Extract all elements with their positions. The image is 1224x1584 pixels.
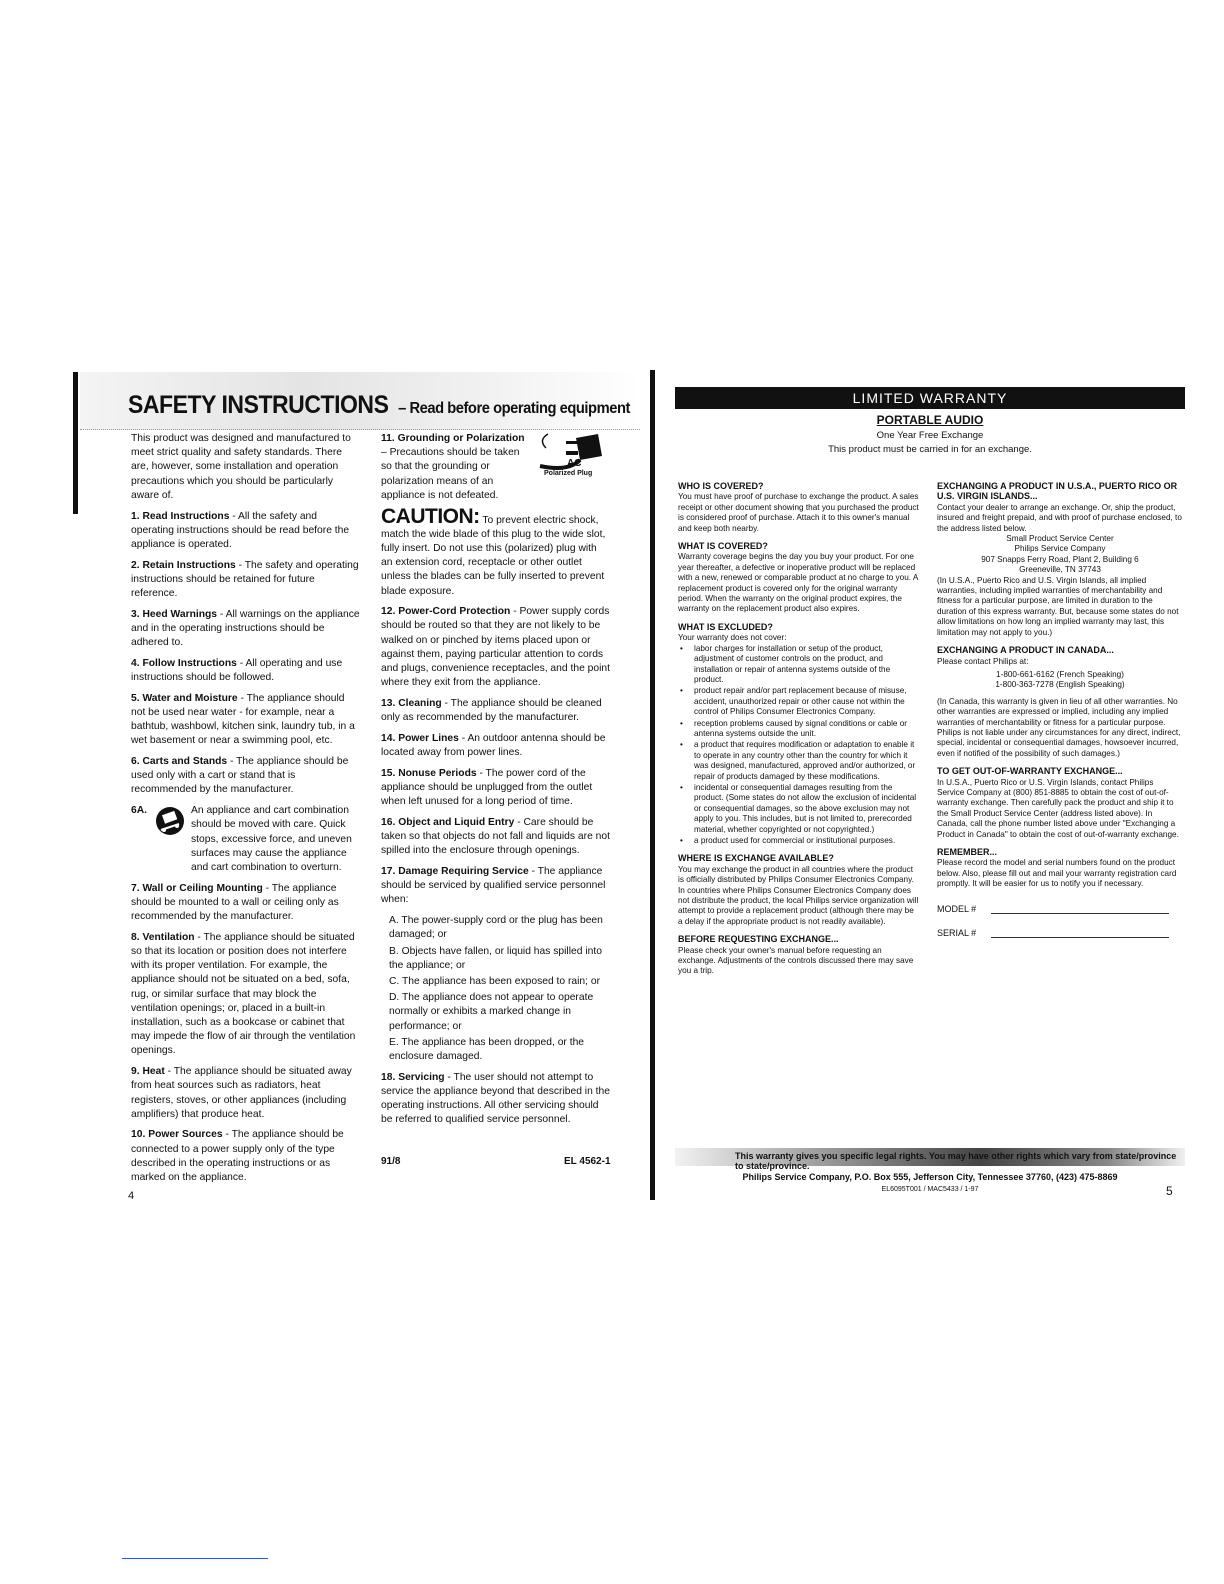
safety-item-number: 10.: [131, 1129, 146, 1141]
document-code: EL6095T001 / MAC5433 / 1-97: [881, 1186, 979, 1193]
service-address: [937, 534, 1183, 576]
safety-item-heading: Power-Cord Protection: [398, 606, 511, 618]
service-condition: B. Objects have fallen, or liquid has spilled into the appliance; or: [389, 945, 602, 971]
safety-item-text: - The appliance should not be used near water - for example, near a bathtub, washbowl, kitchen sink, laundry tub, in a wet basement or near a swimming pool, etc.: [131, 692, 355, 747]
safety-items-7-10: [131, 882, 361, 1186]
what-text: Warranty coverage begins the day you buy your product. For one year thereafter, a defective or inoperative product will be replaced with a new, renewed or comparable product at no charge to you. A replacement product is covered only for the original warranty period. When the warranty on the original product expires, the warranty on the replacement product also expires.: [678, 552, 918, 614]
safety-item-text: - The appliance should be serviced by qualified service personnel when:: [381, 865, 606, 906]
safety-item: [131, 755, 361, 798]
safety-item: [131, 882, 361, 925]
canada-note: (In Canada, this warranty is given in lieu of all other warranties. No other warranties are expressed or implied, including any implied warranties of merchantability or fitness for a particular purpose. Philips is not liable under any circumstances for any direct, indirect, special, incidental or consequential damages, howsoever incurred, even if notified of the possibility of such damages.): [937, 696, 1181, 758]
where-text: You may exchange the product in all countries where the product is officially distributed by Philips Consumer Electronics Company. In countries where Philips Consumer Electronics Company does not distribute the product, the local Philips service organization will attempt to provide a replacement product (although there may be a delay if the appropriate product is not readily available).: [678, 864, 919, 926]
safety-item-text: - The appliance should be cleaned only as recommended by the manufacturer.: [381, 697, 602, 724]
safety-item-heading: Ventilation: [142, 931, 195, 943]
safety-item-text: - The power cord of the appliance should be unplugged from the outlet when left unused for a long period of time.: [381, 767, 593, 808]
page-number-left: 4: [128, 1190, 135, 1202]
safety-item-text: - All the safety and operating instructions should be read before the appliance is operated.: [131, 510, 350, 550]
caution-paragraph: [381, 504, 611, 599]
safety-item: [131, 657, 361, 685]
canada-heading: EXCHANGING A PRODUCT IN CANADA...: [937, 645, 1114, 656]
safety-item-heading: Cleaning: [398, 697, 442, 709]
safety-item: [381, 767, 611, 810]
safety-item-6a: [131, 804, 361, 875]
model-number-field[interactable]: [991, 904, 1169, 914]
item-18-number: 18.: [381, 1071, 396, 1083]
cart-tip-warning-icon: [155, 804, 185, 836]
excluded-item: • reception problems caused by signal conditions or cable or antenna systems outside the unit.: [678, 719, 920, 740]
out-of-warranty-text: In U.S.A., Puerto Rico or U.S. Virgin Islands, contact Philips Service Company at (800) 851-8885 to obtain the cost of out-of-warranty exchange. Then carefully pack the product and ship it to the Small Product Service Center (address listed above). In Canada, call the phone number listed above under "Exchanging a Product in Canada" to obtain the cost of out-of-warranty exchange.: [937, 777, 1179, 839]
safety-item-text: - Care should be taken so that objects do not fall and liquids are not spilled into the enclosure through openings.: [381, 816, 610, 857]
service-conditions-list: [381, 914, 611, 1064]
page-number-right: 5: [1166, 1184, 1173, 1198]
warranty-title-band: LIMITED WARRANTY: [675, 387, 1185, 409]
serial-number-field[interactable]: [991, 928, 1169, 938]
safety-item-heading: Carts and Stands: [142, 756, 228, 768]
serial-number-row: [937, 928, 1183, 938]
safety-item: [131, 510, 361, 553]
safety-item-text: - All operating and use instructions should be followed.: [131, 657, 343, 684]
warranty-column-2: [937, 481, 1183, 938]
safety-item-number: 6.: [131, 756, 140, 768]
where-heading: WHERE IS EXCHANGE AVAILABLE?: [678, 853, 834, 864]
excluded-heading: WHAT IS EXCLUDED?: [678, 621, 773, 632]
excluded-intro: Your warranty does not cover:: [678, 633, 787, 643]
plug-label-polarized: Polarized Plug: [544, 470, 593, 477]
safety-item-text: - The appliance should be situated so that its location or position does not interfere with its proper ventilation. For example, the appliance should not be situated on a bed, sofa, rug, or similar surface that may block the ventilation openings; or, placed in a built-in installation, such as a bookcase or cabinet that may impede the flow of air through the ventilation openings.: [131, 931, 356, 1057]
safety-item-number: 1.: [131, 510, 140, 522]
address-line: Philips Service Company: [1014, 544, 1106, 554]
remember-heading: REMEMBER...: [937, 847, 998, 857]
safety-title-text: SAFETY INSTRUCTIONS: [128, 391, 389, 419]
safety-title-subtitle: – Read before operating equipment: [398, 400, 630, 417]
service-condition: D. The appliance does not appear to operate normally or exhibits a marked change in performance; or: [389, 992, 594, 1032]
safety-item-heading: Follow Instructions: [142, 657, 237, 669]
out-of-warranty-heading: TO GET OUT-OF-WARRANTY EXCHANGE...: [937, 766, 1123, 777]
serial-label: SERIAL #: [937, 928, 977, 939]
right-margin-rule: [650, 370, 655, 1200]
safety-item-heading: Nonuse Periods: [398, 767, 477, 779]
safety-item: [381, 697, 611, 725]
safety-item-text: - The appliance should be used only with a cart or stand that is recommended by the manufacturer.: [131, 756, 349, 796]
safety-item-heading: Wall or Ceiling Mounting: [142, 882, 263, 894]
safety-item-number: 14.: [381, 732, 396, 744]
safety-item-heading: Retain Instructions: [142, 559, 236, 571]
excluded-list: [678, 644, 920, 847]
caution-heading: CAUTION:: [381, 504, 480, 528]
safety-title: [128, 391, 630, 420]
who-text: You must have proof of purchase to exchange the product. A sales receipt or other document showing that you purchased the product is considered proof of purchase. Attach it to this owner's manual and keep both nearby.: [678, 492, 919, 533]
service-condition: A. The power-supply cord or the plug has been damaged; or: [389, 915, 603, 941]
safety-item-11: [381, 432, 531, 503]
safety-items-12-17: [381, 605, 611, 907]
excluded-item: • product repair and/or part replacement because of misuse, accident, unauthorized repair or other cause not within the control of Philips Consumer Electronics Company.: [678, 686, 920, 717]
safety-item-number: 17.: [381, 865, 396, 877]
safety-item: [131, 931, 361, 1059]
safety-item: [131, 692, 361, 749]
bottom-link-underline[interactable]: [122, 1558, 268, 1559]
safety-item-number: 13.: [381, 697, 396, 709]
safety-item-text: - An outdoor antenna should be located away from power lines.: [381, 732, 606, 759]
warranty-product-heading: PORTABLE AUDIO: [876, 413, 984, 427]
left-footer-doc-number: EL 4562-1: [564, 1156, 611, 1167]
item-6a-number: 6A.: [131, 805, 148, 817]
item-11-heading: 11. Grounding or Polarization: [381, 433, 525, 444]
safety-item-heading: Power Lines: [398, 732, 459, 744]
safety-item-heading: Object and Liquid Entry: [398, 816, 515, 828]
warranty-term: One Year Free Exchange: [876, 430, 984, 441]
who-heading: WHO IS COVERED?: [678, 481, 764, 491]
safety-item-text: - The appliance should be situated away from heat sources such as radiators, heat registers, stoves, or other appliances (including amplifiers) that produce heat.: [131, 1066, 352, 1120]
item-11-text: – Precautions should be taken so that the grounding or polarization means of an appliance is not defeated.: [381, 447, 520, 501]
canada-intro: Please contact Philips at:: [937, 656, 1029, 666]
safety-item-number: 12.: [381, 606, 396, 618]
safety-item: [131, 559, 361, 602]
safety-column-1: [131, 432, 361, 1192]
safety-item-heading: Heat: [142, 1066, 165, 1078]
safety-item-text: - The appliance should be mounted to a wall or ceiling only as recommended by the manufacturer.: [131, 882, 339, 923]
safety-item: [381, 816, 611, 859]
model-number-row: [937, 904, 1183, 914]
phone-number: 1-800-363-7278 (English Speaking): [995, 680, 1125, 690]
before-text: Please check your owner's manual before requesting an exchange. Adjustments of the controls discussed there may save you a trip.: [678, 945, 914, 976]
safety-item-heading: Heed Warnings: [142, 608, 218, 620]
safety-item-text: - The appliance should be connected to a power supply only of the type described in the operating instructions or as marked on the appliance.: [131, 1129, 344, 1184]
service-condition: C. The appliance has been exposed to rain; or: [389, 975, 601, 987]
safety-item: [131, 608, 361, 651]
usa-text: Contact your dealer to arrange an exchange. Or, ship the product, insured and freight prepaid, and with proof of purchase enclosed, to the address listed below.: [937, 502, 1182, 533]
safety-items-1-6: [131, 510, 361, 798]
safety-item-text: - Power supply cords should be routed so that they are not likely to be walked on or pinched by items placed upon or against them, paying particular attention to cords and plugs, convenience receptacles, and the point where they exit from the appliance.: [381, 606, 610, 689]
canada-phone-numbers: [937, 670, 1183, 691]
excluded-item: • a product used for commercial or institutional purposes.: [678, 836, 920, 846]
excluded-item: • incidental or consequential damages resulting from the product. (Some states do not allow the exclusion of incidental or consequential damages, so the above exclusion may not apply to you. This includes, but is not limited to, prerecorded material, whether copyrighted or not copyrighted.): [678, 783, 920, 835]
safety-item-number: 5.: [131, 692, 140, 704]
safety-item-number: 15.: [381, 767, 396, 779]
company-address-line: Philips Service Company, P.O. Box 555, Jefferson City, Tennessee 37760, (423) 475-8869: [742, 1172, 1118, 1182]
left-footer-code: 91/8: [381, 1156, 401, 1167]
item-18-text: - The user should not attempt to service the appliance beyond that described in the operating instructions. All other servicing should be referred to qualified service personnel.: [381, 1071, 610, 1126]
safety-item-text: - All warnings on the appliance and in the operating instructions should be adhered to.: [131, 608, 360, 649]
safety-item-number: 7.: [131, 882, 140, 894]
safety-column-2: [381, 432, 611, 1134]
caution-text: To prevent electric shock, match the wide blade of this plug to the wide slot, fully insert. Do not use this (polarized) plug with an extension cord, receptacle or other outlet unless the blades can be fully inserted to prevent blade exposure.: [381, 514, 606, 597]
left-margin-rule: [73, 372, 78, 514]
safety-item-heading: Water and Moisture: [142, 692, 238, 704]
remember-text: Please record the model and serial numbers found on the product below. Also, please fill out and mail your warranty registration card promptly. It will be easier for us to notify you if necessary.: [937, 858, 1177, 889]
safety-item: [381, 865, 611, 908]
safety-item-number: 9.: [131, 1066, 140, 1078]
excluded-item: • labor charges for installation or setup of the product, adjustment of customer controls on the product, and installation or repair of antenna systems outside of the product.: [678, 644, 920, 686]
item-6a-text: An appliance and cart combination should be moved with care. Quick stops, excessive force, and uneven surfaces may cause the appliance and cart combination to overturn.: [191, 805, 352, 873]
safety-item: [131, 1128, 361, 1185]
safety-intro: This product was designed and manufactured to meet strict quality and safety standards. There are, however, some installation and operation precautions which you should be particularly aware of.: [131, 433, 351, 501]
plug-label-ac: AC: [567, 458, 582, 469]
item-18-heading: Servicing: [398, 1071, 445, 1083]
phone-number: 1-800-661-6162 (French Speaking): [996, 669, 1124, 679]
safety-item-18: [381, 1071, 611, 1128]
safety-item: [381, 605, 611, 690]
safety-item-text: - The safety and operating instructions should be retained for future reference.: [131, 559, 359, 600]
legal-rights-band: [675, 1148, 1185, 1171]
warranty-column-1: [678, 481, 920, 984]
legal-rights-text: This warranty gives you specific legal rights. You may have other rights which vary from state/province to state/province.: [735, 1151, 1177, 1171]
safety-item-heading: Read Instructions: [142, 510, 230, 522]
model-label: MODEL #: [937, 903, 977, 914]
safety-item: [381, 732, 611, 760]
safety-item-number: 3.: [131, 608, 140, 620]
what-heading: WHAT IS COVERED?: [678, 541, 768, 552]
address-line: Small Product Service Center: [1006, 534, 1114, 544]
safety-item-heading: Power Sources: [148, 1129, 223, 1141]
warranty-carry-in-note: This product must be carried in for an exchange.: [828, 444, 1032, 455]
safety-item-number: 2.: [131, 559, 140, 571]
address-line: Greeneville, TN 37743: [1019, 565, 1101, 575]
safety-item-number: 8.: [131, 931, 140, 943]
safety-item-number: 4.: [131, 657, 140, 669]
service-condition: E. The appliance has been dropped, or the enclosure damaged.: [389, 1036, 585, 1062]
safety-item-number: 16.: [381, 816, 396, 828]
usa-heading: EXCHANGING A PRODUCT IN U.S.A., PUERTO RICO OR U.S. VIRGIN ISLANDS...: [937, 481, 1178, 502]
usa-note: (In U.S.A., Puerto Rico and U.S. Virgin Islands, all implied warranties, including implied warranties of merchantability and fitness for a particular purpose, are limited in duration to the duration of this express warranty. But, because some states do not allow limitations on how long an implied warranty may last, this limitation may not apply to you.): [937, 575, 1179, 637]
excluded-item: • a product that requires modification or adaptation to enable it to operate in any country other than the country for which it was designed, manufactured, approved and/or authorized, or repair of products damaged by these modifications.: [678, 740, 920, 782]
safety-item-heading: Damage Requiring Service: [398, 865, 529, 877]
safety-item: [131, 1065, 361, 1122]
before-heading: BEFORE REQUESTING EXCHANGE...: [678, 934, 839, 945]
address-line: 907 Snapps Ferry Road, Plant 2, Building 6: [981, 554, 1139, 564]
